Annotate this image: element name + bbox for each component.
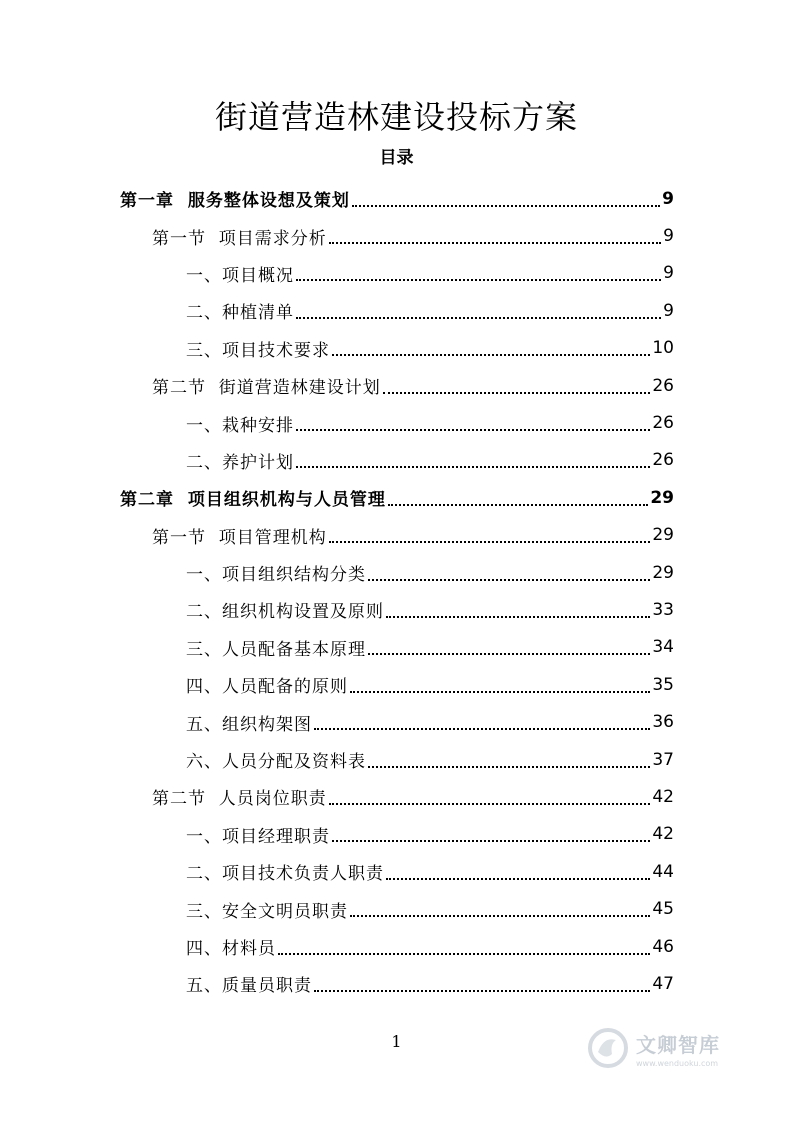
toc-leader-dots bbox=[314, 990, 650, 992]
toc-entry[interactable] bbox=[120, 928, 674, 965]
toc-leader-dots bbox=[388, 504, 648, 506]
toc-entry-page: 36 bbox=[652, 712, 674, 733]
toc-leader-dots bbox=[368, 579, 650, 581]
toc-entry[interactable] bbox=[120, 853, 674, 890]
toc-entry[interactable] bbox=[120, 330, 674, 367]
toc-entry[interactable] bbox=[120, 554, 674, 591]
toc-entry-page: 44 bbox=[652, 861, 674, 882]
toc-entry-page: 10 bbox=[652, 338, 674, 359]
watermark bbox=[586, 1024, 776, 1072]
toc-leader-dots bbox=[383, 392, 651, 394]
toc-entry-page: 37 bbox=[652, 749, 674, 770]
toc-entry-label: 第一节 项目需求分析 bbox=[152, 228, 327, 249]
toc-entry-page: 42 bbox=[652, 824, 674, 845]
toc-leader-dots bbox=[350, 915, 650, 917]
toc-leader-dots bbox=[386, 616, 650, 618]
toc-entry-page: 29 bbox=[650, 487, 674, 508]
toc-entry-label: 五、组织构架图 bbox=[186, 714, 312, 735]
toc-leader-dots bbox=[329, 242, 661, 244]
toc-leader-dots bbox=[332, 840, 650, 842]
page-number: 1 bbox=[391, 1032, 402, 1051]
toc-entry[interactable] bbox=[120, 180, 674, 217]
toc-entry[interactable] bbox=[120, 292, 674, 329]
toc-entry[interactable] bbox=[120, 255, 674, 292]
toc-entry-label: 第一节 项目管理机构 bbox=[152, 527, 327, 548]
toc-heading: 目录 bbox=[379, 148, 414, 168]
toc-entry-label: 四、材料员 bbox=[186, 939, 276, 959]
toc-entry-label: 一、项目经理职责 bbox=[186, 826, 330, 847]
toc-entry-label: 五、质量员职责 bbox=[186, 976, 312, 997]
toc-entry[interactable] bbox=[120, 629, 674, 666]
toc-leader-dots bbox=[296, 429, 650, 431]
toc-entry[interactable] bbox=[120, 703, 674, 740]
toc-leader-dots bbox=[350, 691, 650, 693]
toc-entry-label: 二、种植清单 bbox=[186, 303, 294, 324]
toc-entry-page: 45 bbox=[652, 899, 674, 920]
toc-entry[interactable] bbox=[120, 890, 674, 927]
toc-entry[interactable] bbox=[120, 816, 674, 853]
toc-entry[interactable] bbox=[120, 442, 674, 479]
watermark-name: 文卿智库 bbox=[636, 1032, 720, 1057]
toc-entry[interactable] bbox=[120, 217, 674, 254]
toc-entry[interactable] bbox=[120, 479, 674, 516]
toc-leader-dots bbox=[296, 317, 661, 319]
toc-entry-page: 34 bbox=[652, 637, 674, 658]
toc-leader-dots bbox=[278, 953, 650, 955]
toc-entry-label: 第二节 街道营造林建设计划 bbox=[152, 378, 381, 399]
toc-leader-dots bbox=[329, 803, 651, 805]
toc-entry[interactable] bbox=[120, 741, 674, 778]
toc-entry-page: 9 bbox=[663, 300, 674, 321]
toc-entry-page: 29 bbox=[652, 562, 674, 583]
toc-entry-page: 29 bbox=[652, 525, 674, 546]
toc-entry-label: 三、项目技术要求 bbox=[186, 340, 330, 361]
toc-entry-label: 第二节 人员岗位职责 bbox=[152, 789, 327, 810]
toc-entry-label: 六、人员分配及资料表 bbox=[186, 752, 366, 773]
toc-entry-label: 一、项目概况 bbox=[186, 265, 294, 286]
toc-entry-page: 42 bbox=[652, 786, 674, 807]
toc-entry-page: 47 bbox=[652, 973, 674, 994]
toc-entry-label: 第二章 项目组织机构与人员管理 bbox=[120, 490, 386, 511]
document-title: 街道营造林建设投标方案 bbox=[214, 98, 578, 136]
toc-leader-dots bbox=[314, 728, 650, 730]
toc-entry-label: 二、养护计划 bbox=[186, 452, 294, 473]
logo-icon bbox=[586, 1026, 630, 1070]
toc-entry-label: 第一章 服务整体设想及策划 bbox=[120, 191, 350, 212]
toc-entry-page: 26 bbox=[652, 375, 674, 396]
toc-leader-dots bbox=[296, 466, 650, 468]
toc-entry-label: 一、项目组织结构分类 bbox=[186, 565, 366, 586]
toc-leader-dots bbox=[352, 205, 660, 207]
toc-entry-page: 9 bbox=[662, 188, 674, 209]
toc-entry-label: 四、人员配备的原则 bbox=[186, 677, 348, 698]
toc-entry-label: 三、安全文明员职责 bbox=[186, 901, 348, 922]
toc-entry-page: 9 bbox=[663, 263, 674, 284]
toc-entry-page: 46 bbox=[652, 936, 674, 957]
toc-leader-dots bbox=[368, 653, 650, 655]
toc-leader-dots bbox=[296, 279, 661, 281]
toc-entry-page: 9 bbox=[663, 226, 674, 247]
toc-leader-dots bbox=[368, 766, 650, 768]
toc-entry-page: 35 bbox=[652, 674, 674, 695]
toc-entry-page: 26 bbox=[652, 413, 674, 434]
toc-entry-label: 一、栽种安排 bbox=[186, 415, 294, 436]
table-of-contents bbox=[120, 180, 674, 1003]
toc-entry-label: 二、组织机构设置及原则 bbox=[186, 602, 384, 623]
toc-entry[interactable] bbox=[120, 965, 674, 1002]
toc-entry[interactable] bbox=[120, 778, 674, 815]
toc-entry[interactable] bbox=[120, 591, 674, 628]
toc-entry-page: 33 bbox=[652, 599, 674, 620]
watermark-url: www.wenduoku.com bbox=[636, 1058, 719, 1068]
toc-leader-dots bbox=[329, 541, 651, 543]
toc-leader-dots bbox=[332, 354, 650, 356]
toc-entry-label: 二、项目技术负责人职责 bbox=[186, 864, 384, 885]
toc-entry-label: 三、人员配备基本原理 bbox=[186, 639, 366, 660]
toc-entry[interactable] bbox=[120, 367, 674, 404]
toc-entry[interactable] bbox=[120, 517, 674, 554]
toc-leader-dots bbox=[386, 878, 650, 880]
toc-entry-page: 26 bbox=[652, 450, 674, 471]
toc-entry[interactable] bbox=[120, 666, 674, 703]
toc-entry[interactable] bbox=[120, 404, 674, 441]
